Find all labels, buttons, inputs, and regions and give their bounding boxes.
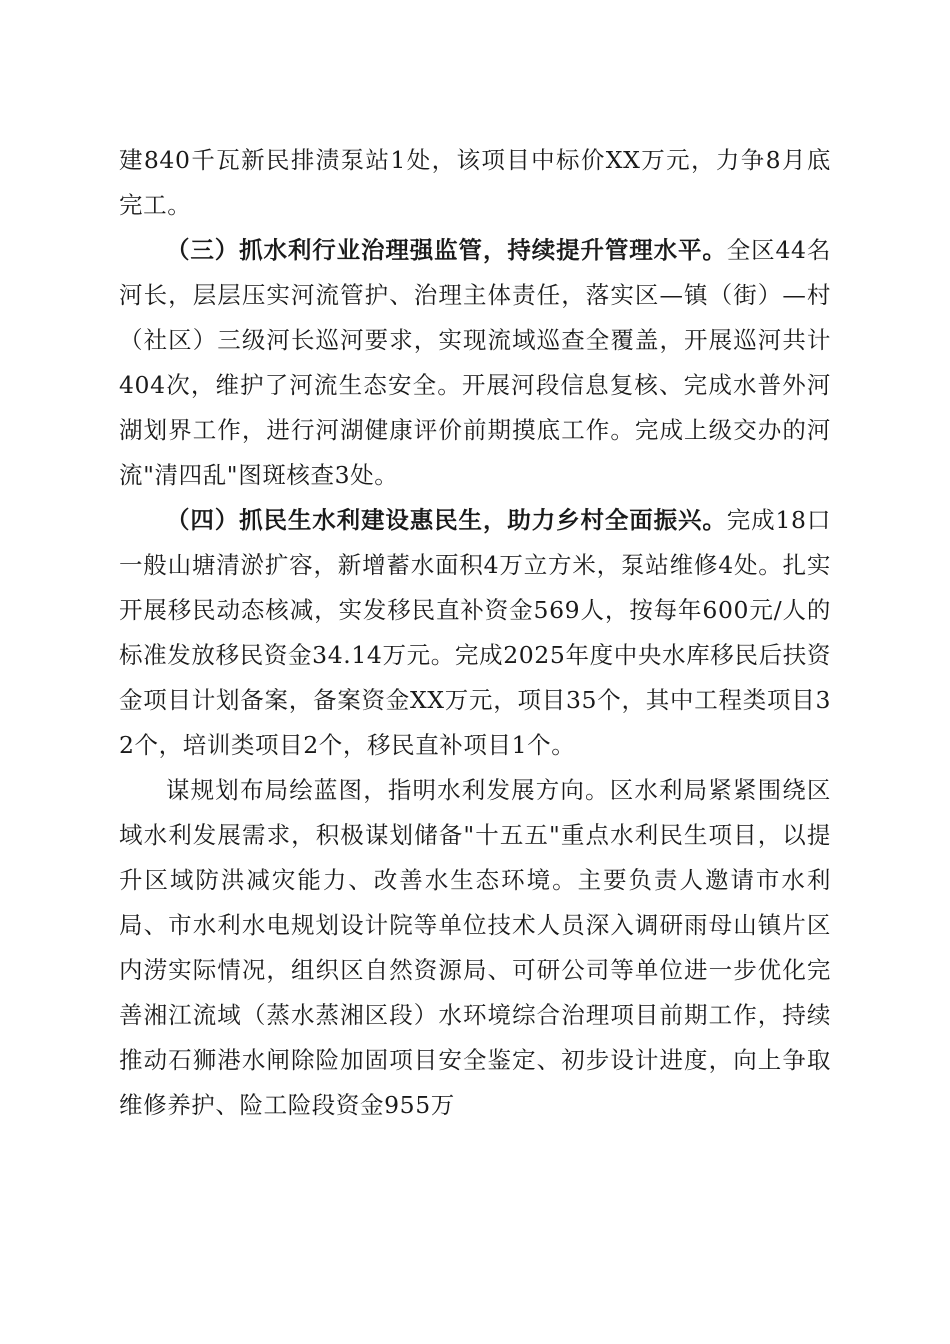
document-page bbox=[119, 138, 831, 1128]
paragraph-text: 谋规划布局绘蓝图，指明水利发展方向。区水利局紧紧围绕区域水利发展需求，积极谋划储备"十五五"重点水利民生项目，以提升区域防洪减灾能力、改善水生态环境。主要负责人邀请市水利局、市水利水电规划设计院等单位技术人员深入调研雨母山镇片区内涝实际情况，组织区自然资源局、可研公司等单位进一步优化完善湘江流域（蒸水蒸湘区段）水环境综合治理项目前期工作，持续推动石狮港水闸除险加固项目安全鉴定、初步设计进度，向上争取维修养护、险工险段资金955万 bbox=[119, 776, 831, 1119]
paragraph-text: 建840千瓦新民排渍泵站1处，该项目中标价XX万元，力争8月底完工。 bbox=[119, 146, 831, 219]
paragraph-text: 完成18口一般山塘清淤扩容，新增蓄水面积4万立方米，泵站维修4处。扎实开展移民动态核减，实发移民直补资金569人，按每年600元/人的标准发放移民资金34.14万元。完成2025年度中央水库移民后扶资金项目计划备案，备案资金XX万元，项目35个，其中工程类项目32个，培训类项目2个，移民直补项目1个。 bbox=[119, 506, 831, 759]
paragraph-water-governance bbox=[119, 228, 831, 498]
paragraph-livelihood bbox=[119, 498, 831, 768]
section-heading-three: （三）抓水利行业治理强监管，持续提升管理水平。 bbox=[166, 236, 727, 264]
paragraph-continuation bbox=[119, 138, 831, 228]
paragraph-text: 全区44名河长，层层压实河流管护、治理主体责任，落实区—镇（街）—村（社区）三级河长巡河要求，实现流域巡查全覆盖，开展巡河共计404次，维护了河流生态安全。开展河段信息复核、完成水普外河湖划界工作，进行河湖健康评价前期摸底工作。完成上级交办的河流"清四乱"图斑核查3处。 bbox=[119, 236, 831, 489]
section-heading-four: （四）抓民生水利建设惠民生，助力乡村全面振兴。 bbox=[166, 506, 727, 534]
paragraph-planning bbox=[119, 768, 831, 1128]
